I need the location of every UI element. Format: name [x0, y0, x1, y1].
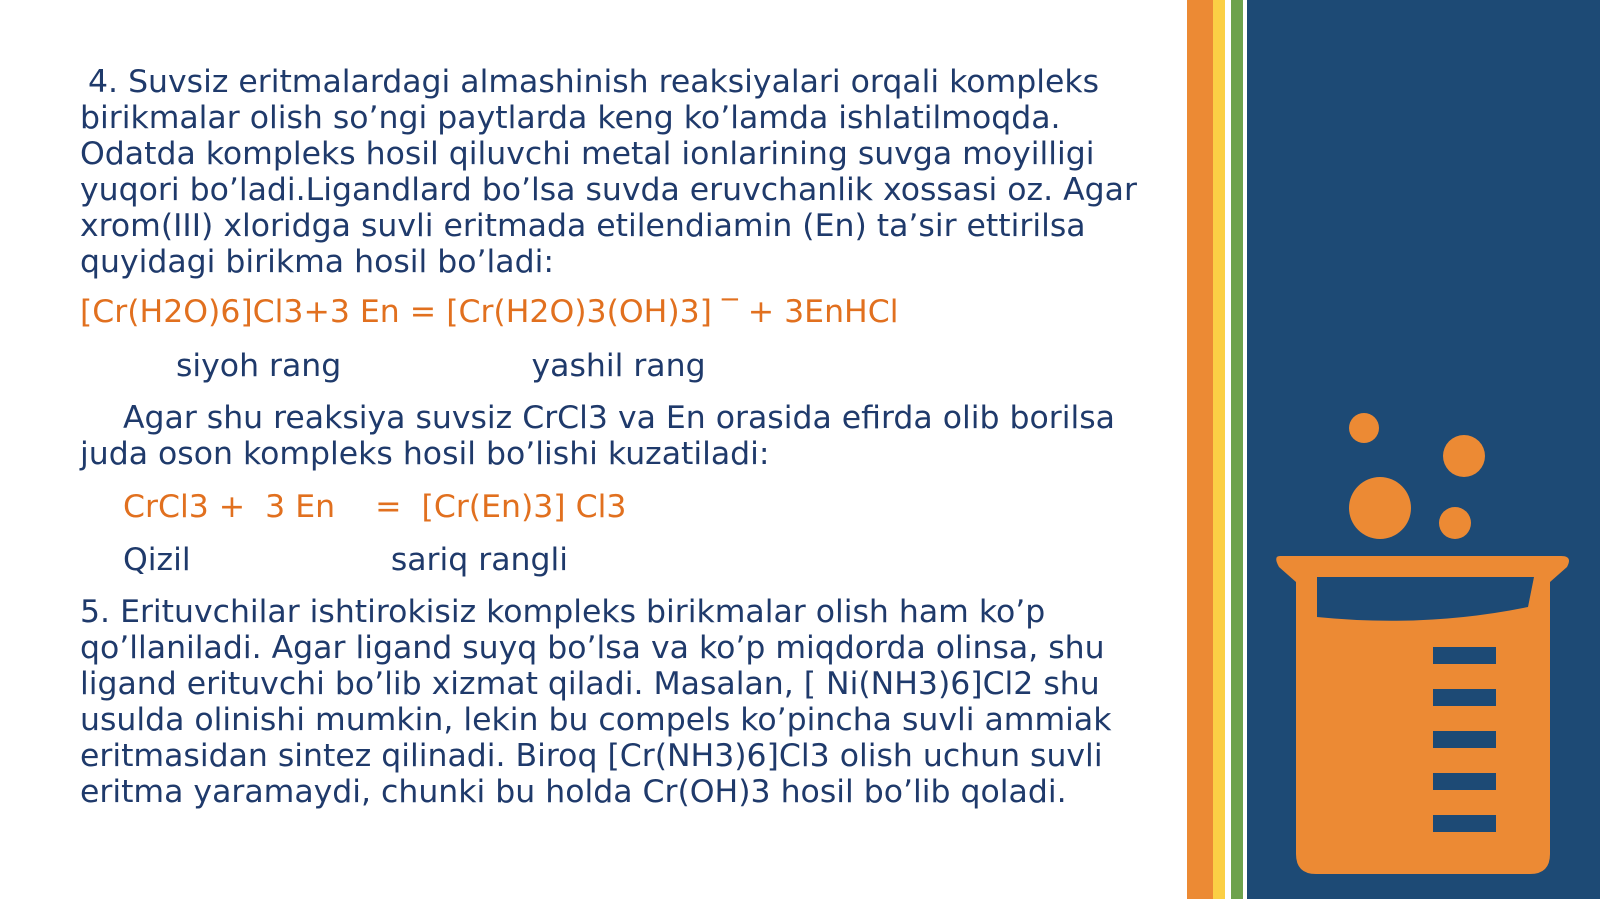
paragraph-5: 5. Erituvchilar ishtirokisiz kompleks birikmalar olish ham ko’p qo’llaniladi. Agar ligand suyq bo’lsa va ko’p miqdorda olinsa, shu ligand erituvchi bo’lib xizmat qiladi. Masalan, [ Ni(NH3)6]Cl2 shu usulda olinishi mumkin, lekin bu compels ko’pincha suvli ammiak eritmasidan sintez qilinadi. Biroq [Cr(NH3)6]Cl3 olish uchun suvli eritma yaramaydi, chunki bu holda Cr(OH)3 hosil bo’lib qoladi. [80, 594, 1112, 810]
paragraph-anhydrous: Agar shu reaksiya suvsiz CrCl3 va En orasida efirda olib borilsa juda oson kompleks hosil bo’lishi kuzatiladi: [80, 400, 1115, 472]
paragraph-4: 4. Suvsiz eritmalardagi almashinish reaksiyalari orqali kompleks birikmalar olish so’ngi paytlarda keng ko’lamda ishlatilmoqda. Odatda kompleks hosil qiluvchi metal ionlarining suvga moyilligi yuqori bo’ladi.Ligandlard bo’lsa suvda eruvchanlik xossasi oz. Agar xrom(III) xloridga suvli eritmada etilendiamin (En) ta’sir ettirilsa quyidagi birikma hosil bo’ladi: [80, 64, 1137, 280]
equation-chromium-en-aqueous: [Cr(H2O)6]Cl3+3 En = [Cr(H2O)3(OH)3] ‾ + 3EnHCl [80, 294, 899, 330]
bubbles-icon [1349, 413, 1485, 539]
beaker-icon [1276, 556, 1569, 874]
equation-color-labels-2: Qizil sariq rangli [123, 542, 568, 578]
equation-color-labels-1: siyoh rang yashil rang [176, 348, 706, 384]
equation-crcl3-en: CrCl3 + 3 En = [Cr(En)3] Cl3 [123, 489, 627, 525]
